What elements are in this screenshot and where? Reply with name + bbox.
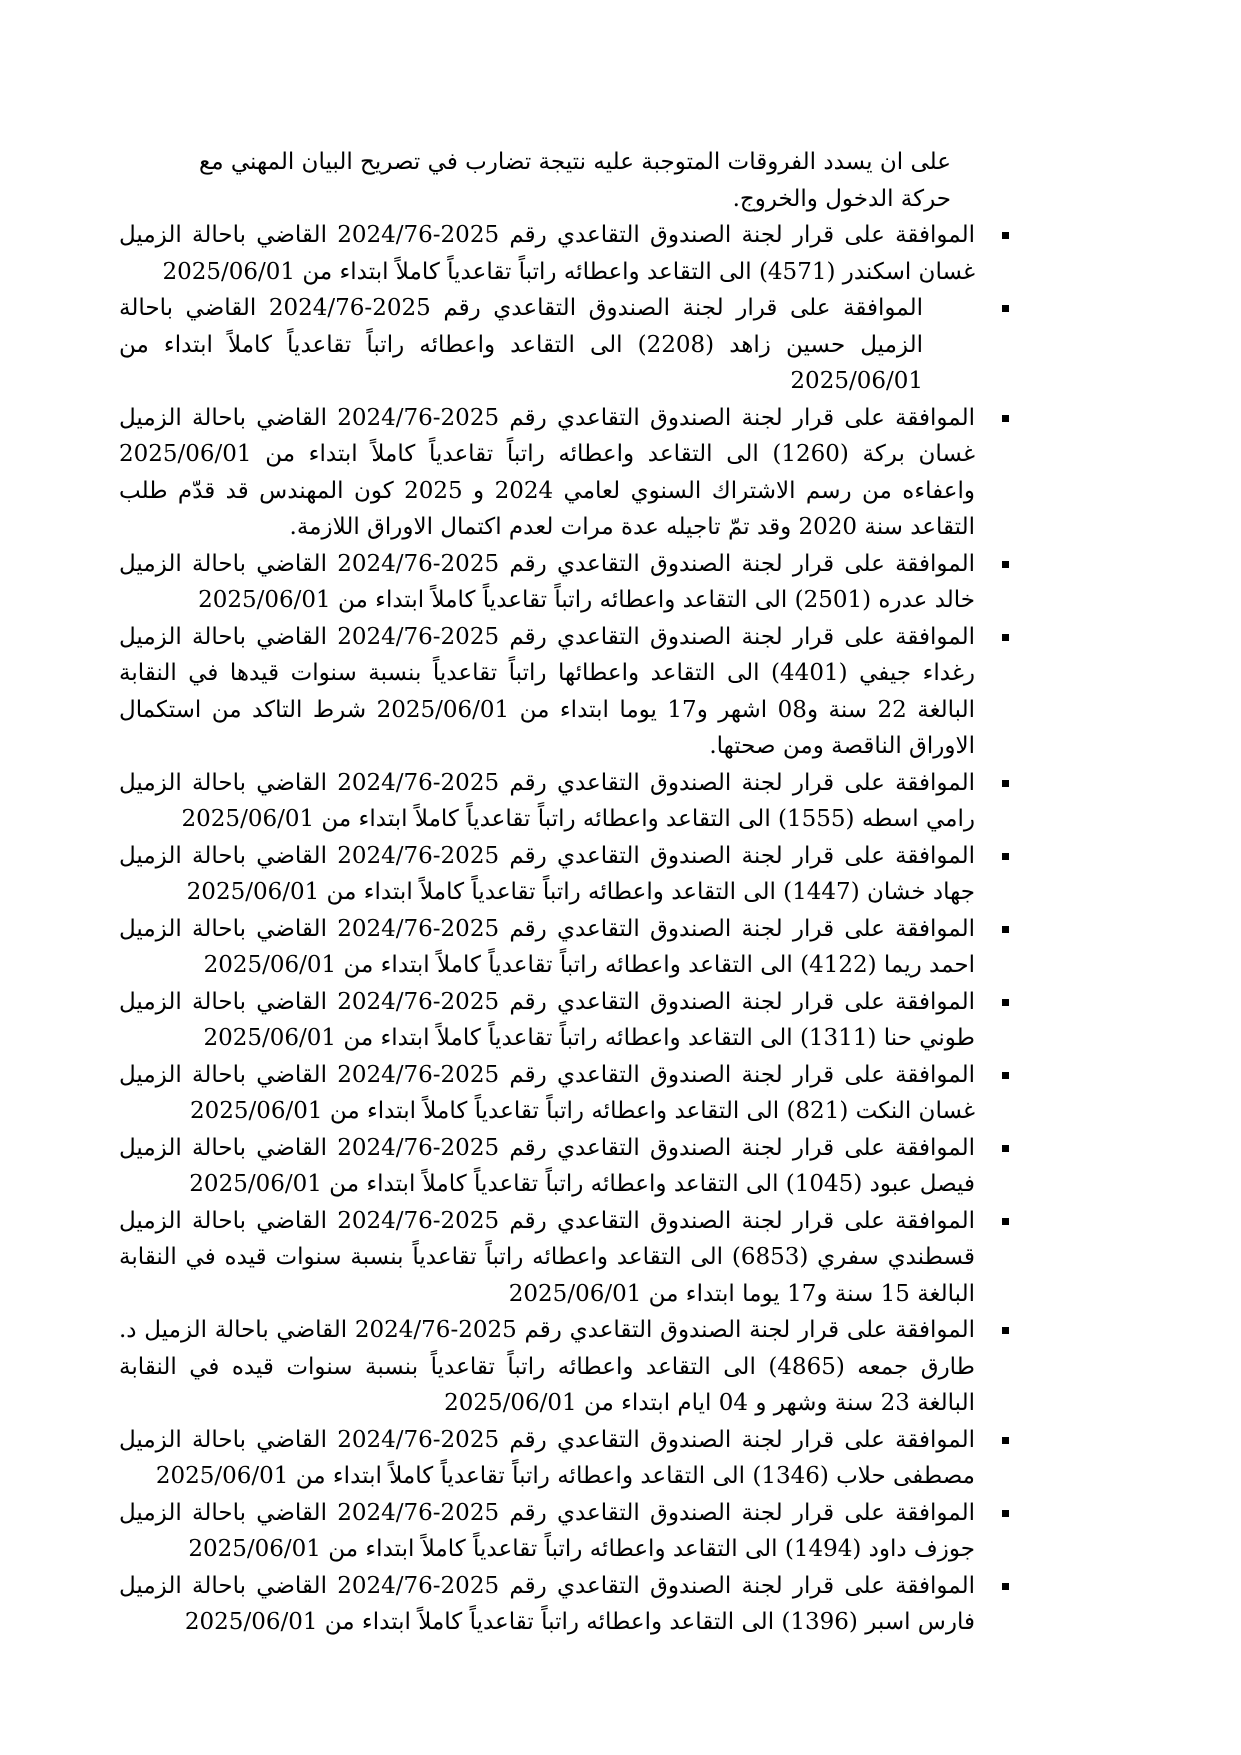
bullet-icon xyxy=(1002,1072,1009,1079)
list-item-text: الموافقة على قرار لجنة الصندوق التقاعدي رقم 2025-2024/76 القاضي باحالة الزميل غسان اسكندر (4571) الى التقاعد واعطائه راتباً تقاعدياً كاملاً ابتداء من 2025/06/01 xyxy=(119,222,975,285)
list-item xyxy=(119,911,1009,984)
document-page xyxy=(119,144,1009,1641)
list-item xyxy=(119,217,1009,290)
bullet-icon xyxy=(1002,853,1009,860)
list-item-text: الموافقة على قرار لجنة الصندوق التقاعدي رقم 2025-2024/76 القاضي باحالة الزميل قسطندي سفري (6853) الى التقاعد واعطائه راتباً تقاعدياً بنسبة سنوات قيده في النقابة البالغة 15 سنة و17 يوما ابتداء من 2025/06/01 xyxy=(119,1207,975,1307)
list-item xyxy=(119,1312,1009,1422)
list-item xyxy=(119,1057,1009,1130)
bullet-icon xyxy=(1002,561,1009,568)
list-item xyxy=(119,619,1009,765)
list-item-text: الموافقة على قرار لجنة الصندوق التقاعدي رقم 2025-2024/76 القاضي باحالة الزميل جوزف داود (1494) الى التقاعد واعطائه راتباً تقاعدياً كاملاً ابتداء من 2025/06/01 xyxy=(119,1499,975,1562)
intro-paragraph: على ان يسدد الفروقات المتوجبة عليه نتيجة تضارب في تصريح البيان المهني مع حركة الدخول والخروج. xyxy=(198,149,951,212)
bullet-icon xyxy=(1002,1437,1009,1444)
decisions-list xyxy=(119,217,1009,1641)
list-item xyxy=(119,838,1009,911)
list-item xyxy=(119,1203,1009,1313)
bullet-icon xyxy=(1002,1145,1009,1152)
list-item xyxy=(119,546,1009,619)
list-item xyxy=(119,290,1009,400)
list-item xyxy=(119,400,1009,546)
list-item xyxy=(119,1495,1009,1568)
list-item-text: الموافقة على قرار لجنة الصندوق التقاعدي رقم 2025-2024/76 القاضي باحالة الزميل غسان النكت (821) الى التقاعد واعطائه راتباً تقاعدياً كاملاً ابتداء من 2025/06/01 xyxy=(119,1061,975,1124)
list-item xyxy=(119,984,1009,1057)
bullet-icon xyxy=(1002,305,1009,312)
bullet-icon xyxy=(1002,1327,1009,1334)
list-item-text: الموافقة على قرار لجنة الصندوق التقاعدي رقم 2025-2024/76 القاضي باحالة الزميل فيصل عبود (1045) الى التقاعد واعطائه راتباً تقاعدياً كاملاً ابتداء من 2025/06/01 xyxy=(119,1134,975,1197)
list-item xyxy=(119,765,1009,838)
bullet-icon xyxy=(1002,415,1009,422)
list-item-text: الموافقة على قرار لجنة الصندوق التقاعدي رقم 2025-2024/76 القاضي باحالة الزميل حسين زاهد (2208) الى التقاعد واعطائه راتباً تقاعدياً كاملاً ابتداء من 2025/06/01 xyxy=(119,295,923,394)
list-item-text: الموافقة على قرار لجنة الصندوق التقاعدي رقم 2025-2024/76 القاضي باحالة الزميل احمد ريما (4122) الى التقاعد واعطائه راتباً تقاعدياً كاملاً ابتداء من 2025/06/01 xyxy=(119,915,975,978)
list-item xyxy=(119,1130,1009,1203)
list-item-text: الموافقة على قرار لجنة الصندوق التقاعدي رقم 2025-2024/76 القاضي باحالة الزميل رغداء جيفي (4401) الى التقاعد واعطائها راتباً تقاعدياً بنسبة سنوات قيدها في النقابة البالغة 22 سنة و08 اشهر و17 يوما ابتداء من 2025/06/01 شرط التاكد من استكمال الاوراق الناقصة ومن صحتها. xyxy=(119,623,976,759)
bullet-icon xyxy=(1002,1218,1009,1225)
list-item-text: الموافقة على قرار لجنة الصندوق التقاعدي رقم 2025-2024/76 القاضي باحالة الزميل مصطفى حلاب (1346) الى التقاعد واعطائه راتباً تقاعدياً كاملاً ابتداء من 2025/06/01 xyxy=(119,1426,975,1489)
bullet-icon xyxy=(1002,999,1009,1006)
list-item-text: الموافقة على قرار لجنة الصندوق التقاعدي رقم 2025-2024/76 القاضي باحالة الزميل فارس اسبر (1396) الى التقاعد واعطائه راتباً تقاعدياً كاملاً ابتداء من 2025/06/01 xyxy=(119,1572,975,1635)
list-item-text: الموافقة على قرار لجنة الصندوق التقاعدي رقم 2025-2024/76 القاضي باحالة الزميل د. طارق جمعه (4865) الى التقاعد واعطائه راتباً تقاعدياً بنسبة سنوات قيده في النقابة البالغة 23 سنة وشهر و 04 ايام ابتداء من 2025/06/01 xyxy=(119,1317,976,1416)
list-item-text: الموافقة على قرار لجنة الصندوق التقاعدي رقم 2025-2024/76 القاضي باحالة الزميل خالد عدره (2501) الى التقاعد واعطائه راتباً تقاعدياً كاملاً ابتداء من 2025/06/01 xyxy=(119,550,975,613)
bullet-icon xyxy=(1002,634,1009,641)
bullet-icon xyxy=(1002,1583,1009,1590)
bullet-icon xyxy=(1002,926,1009,933)
bullet-icon xyxy=(1002,232,1009,239)
list-item-text: الموافقة على قرار لجنة الصندوق التقاعدي رقم 2025-2024/76 القاضي باحالة الزميل جهاد خشان (1447) الى التقاعد واعطائه راتباً تقاعدياً كاملاً ابتداء من 2025/06/01 xyxy=(119,842,975,905)
bullet-icon xyxy=(1002,780,1009,787)
list-item xyxy=(119,1422,1009,1495)
bullet-icon xyxy=(1002,1510,1009,1517)
list-item-text: الموافقة على قرار لجنة الصندوق التقاعدي رقم 2025-2024/76 القاضي باحالة الزميل غسان بركة (1260) الى التقاعد واعطائه راتباً تقاعدياً كاملاً ابتداء من 2025/06/01 واعفاءه من رسم الاشتراك السنوي لعامي 2024 و 2025 كون المهندس قد قدّم طلب التقاعد سنة 2020 وقد تمّ تاجيله عدة مرات لعدم اكتمال الاوراق اللازمة. xyxy=(119,404,975,540)
list-item xyxy=(119,1568,1009,1641)
list-item-text: الموافقة على قرار لجنة الصندوق التقاعدي رقم 2025-2024/76 القاضي باحالة الزميل طوني حنا (1311) الى التقاعد واعطائه راتباً تقاعدياً كاملاً ابتداء من 2025/06/01 xyxy=(119,988,975,1051)
list-item-text: الموافقة على قرار لجنة الصندوق التقاعدي رقم 2025-2024/76 القاضي باحالة الزميل رامي اسطه (1555) الى التقاعد واعطائه راتباً تقاعدياً كاملاً ابتداء من 2025/06/01 xyxy=(119,769,975,832)
